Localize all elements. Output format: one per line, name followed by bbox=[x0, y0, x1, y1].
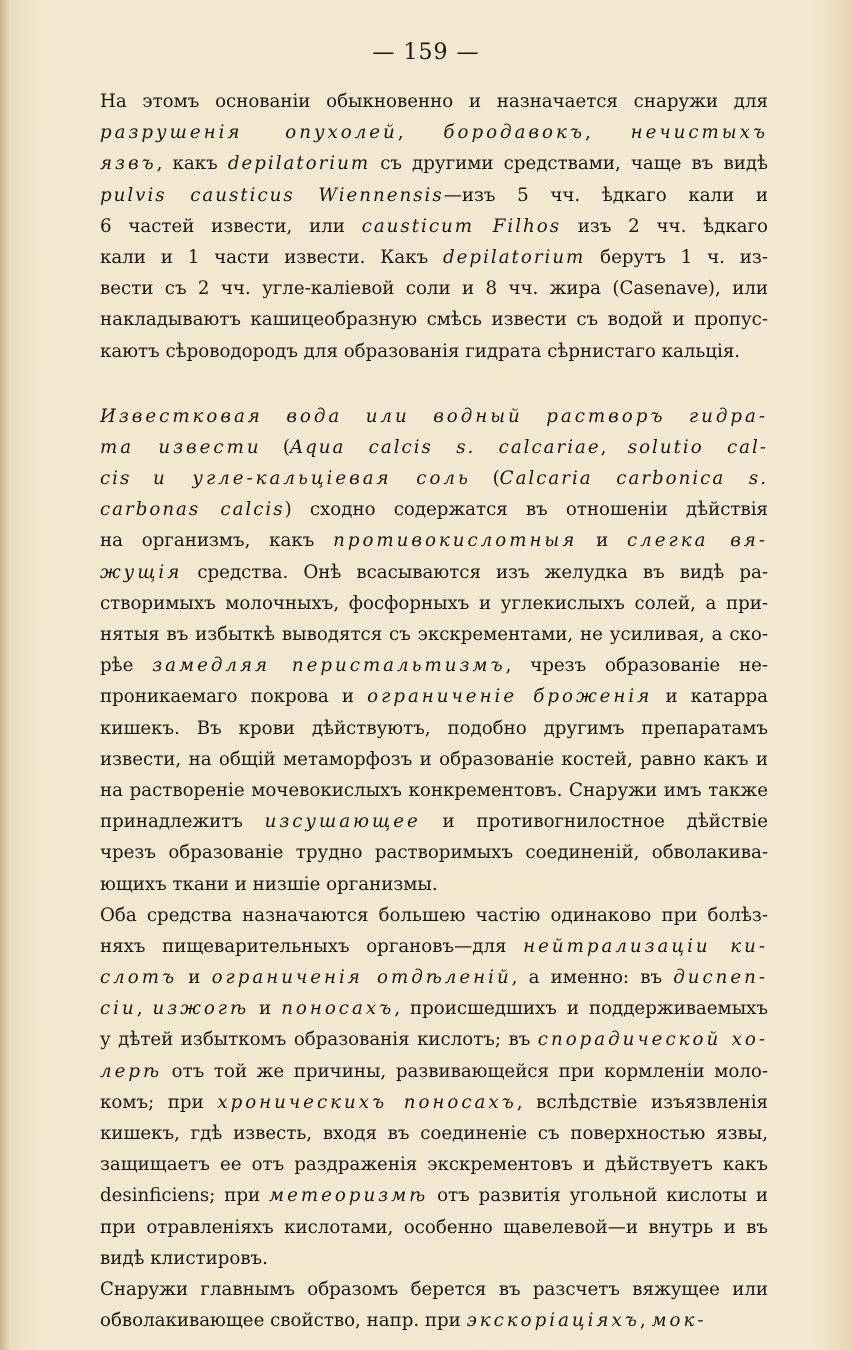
text-run: , а именно: въ bbox=[511, 967, 674, 989]
emphasis-text: экскоріаціяхъ bbox=[466, 1310, 640, 1332]
emphasis-text: диспеп- bbox=[673, 967, 768, 989]
emphasis-text: нечистыхъ bbox=[630, 122, 768, 144]
text-line bbox=[100, 900, 768, 931]
paragraph-gap bbox=[100, 367, 768, 401]
text-run: отъ развитія угольной кислоты и bbox=[428, 1185, 768, 1207]
emphasis-text: слотъ bbox=[100, 967, 178, 989]
latin-term: pulvis causticus Wiennensis bbox=[100, 184, 444, 206]
text-run: , bbox=[136, 998, 153, 1020]
page-edge-shadow bbox=[0, 0, 10, 1350]
emphasis-text: ограниченіе броженія bbox=[367, 686, 653, 708]
text-run: и bbox=[249, 998, 282, 1020]
text-run: рѣе bbox=[100, 655, 153, 677]
text-run: средства. Онѣ всасываются изъ желудка въ видѣ ра- bbox=[182, 561, 768, 583]
text-run: на раствореніе мочевокислыхъ конкрементовъ. Снаружи имъ также bbox=[100, 779, 768, 801]
text-line bbox=[100, 1056, 768, 1087]
text-line bbox=[100, 1243, 768, 1274]
text-run: кишекъ, гдѣ известь, входя въ соединеніе съ поверхностью язвы, bbox=[100, 1123, 768, 1144]
text-run: и противогнилостное дѣйствіе bbox=[420, 811, 768, 833]
text-line bbox=[100, 1274, 768, 1305]
emphasis-text: поносахъ bbox=[281, 998, 395, 1020]
text-line bbox=[100, 525, 768, 556]
emphasis-text: метеоризмѣ bbox=[269, 1185, 429, 1207]
text-line bbox=[100, 1087, 768, 1118]
emphasis-text: противокислотныя bbox=[333, 530, 578, 552]
text-line bbox=[100, 619, 768, 650]
text-run: 6 частей извести, или bbox=[100, 215, 362, 237]
text-line bbox=[100, 588, 768, 619]
text-run: —изъ 5 чч. ѣдкаго кали и bbox=[443, 184, 769, 206]
text-run: ) сходно содержатся въ отношеніи дѣйствія bbox=[284, 499, 768, 521]
paragraph bbox=[100, 86, 768, 367]
text-line bbox=[100, 273, 768, 304]
text-run: отъ той же причины, развивающейся при кормленіи моло- bbox=[162, 1060, 768, 1082]
text-line bbox=[100, 401, 768, 432]
text-line bbox=[100, 1212, 768, 1243]
emphasis-text: Известковая вода или водный растворъ гидра- bbox=[100, 405, 768, 427]
emphasis-text: изсушающее bbox=[264, 811, 421, 833]
emphasis-text: слегка вя- bbox=[627, 530, 768, 552]
emphasis-text: сіи bbox=[100, 998, 137, 1020]
emphasis-text: мок- bbox=[651, 1310, 707, 1332]
text-run: , чрезъ образованіе не- bbox=[505, 655, 768, 677]
text-line bbox=[100, 148, 768, 179]
text-line bbox=[100, 1149, 768, 1180]
text-run: няхъ пищеварительныхъ органовъ—для bbox=[100, 935, 524, 957]
emphasis-text: хроническихъ поносахъ bbox=[217, 1091, 517, 1113]
text-run: проникаемаго покрова и bbox=[100, 686, 368, 708]
page-body bbox=[100, 86, 768, 1336]
emphasis-text: язвъ bbox=[100, 153, 157, 175]
text-run: Снаружи главнымъ образомъ берется въ разсчетъ вяжущее или bbox=[100, 1278, 768, 1300]
text-line bbox=[100, 242, 768, 273]
text-line bbox=[100, 86, 768, 117]
text-run: , bbox=[600, 436, 628, 458]
latin-term: cis bbox=[100, 468, 132, 490]
emphasis-text: ограниченія отдѣленій bbox=[211, 967, 512, 989]
text-run: берутъ 1 ч. из- bbox=[585, 246, 768, 268]
latin-term: depilatorium bbox=[443, 246, 586, 268]
text-run: накладываютъ кашицеобразную смѣсь извести съ водой и пропус- bbox=[100, 309, 768, 331]
paragraph bbox=[100, 401, 768, 900]
text-line bbox=[100, 993, 768, 1024]
text-run: видѣ клистировъ. bbox=[100, 1247, 268, 1269]
text-run: кишекъ. Въ крови дѣйствуютъ, подобно другимъ препаратамъ bbox=[100, 717, 768, 739]
text-line bbox=[100, 869, 768, 900]
latin-term: causticum Filhos bbox=[361, 215, 562, 237]
text-line bbox=[100, 962, 768, 993]
emphasis-text: бородавокъ bbox=[443, 122, 585, 144]
text-run: , bbox=[397, 122, 444, 144]
text-run: съ другими средствами, чаще въ видѣ bbox=[370, 153, 768, 175]
text-run: чрезъ образованіе трудно растворимыхъ соединеній, обволакива- bbox=[100, 842, 768, 864]
text-run: створимыхъ молочныхъ, фосфорныхъ и углекислыхъ солей, а при- bbox=[100, 592, 768, 614]
latin-term: Calcaria carbonica s. bbox=[499, 468, 768, 490]
text-line bbox=[100, 180, 768, 211]
text-run: комъ; при bbox=[100, 1091, 218, 1113]
text-run: и bbox=[177, 967, 212, 989]
text-run: нятыя въ избыткѣ выводятся съ экскрементами, не усиливая, а ско- bbox=[100, 624, 768, 645]
text-line bbox=[100, 1305, 768, 1336]
text-run: , вслѣдствіе изъязвленія bbox=[516, 1091, 768, 1113]
text-run: обволакивающее свойство, напр. при bbox=[100, 1310, 467, 1332]
text-line bbox=[100, 650, 768, 681]
text-run: ( bbox=[261, 436, 290, 458]
emphasis-text: нейтрализаціи ки- bbox=[523, 935, 769, 957]
text-line bbox=[100, 432, 768, 463]
text-run: На этомъ основаніи обыкновенно и назначается снаружи для bbox=[100, 91, 768, 112]
emphasis-text: та извести bbox=[100, 436, 262, 458]
text-line bbox=[100, 837, 768, 868]
latin-term: solutio cal- bbox=[627, 436, 768, 458]
text-line bbox=[100, 1024, 768, 1055]
text-run: и bbox=[577, 530, 627, 552]
emphasis-text: спорадической хо- bbox=[537, 1029, 768, 1051]
text-line bbox=[100, 775, 768, 806]
text-run: и катарра bbox=[652, 686, 768, 708]
text-run: кали и 1 части извести. Какъ bbox=[100, 246, 444, 268]
text-line bbox=[100, 463, 768, 494]
text-line bbox=[100, 336, 768, 367]
text-line bbox=[100, 681, 768, 712]
text-line bbox=[100, 557, 768, 588]
text-run: изъ 2 чч. ѣдкаго bbox=[561, 215, 768, 237]
text-run: каютъ сѣроводородъ для образованія гидрата сѣрнистаго кальція. bbox=[100, 340, 741, 362]
paragraph bbox=[100, 1274, 768, 1336]
text-run: у дѣтей избыткомъ образованія кислотъ; въ bbox=[100, 1029, 538, 1051]
text-line bbox=[100, 744, 768, 775]
text-line bbox=[100, 494, 768, 525]
text-run: ( bbox=[470, 468, 500, 490]
text-line bbox=[100, 1118, 768, 1149]
text-run: при отравленіяхъ кислотами, особенно щавелевой—и внутрь и въ bbox=[100, 1216, 768, 1238]
text-run: ющихъ ткани и низшіе организмы. bbox=[100, 873, 438, 895]
text-line bbox=[100, 806, 768, 837]
text-run: вести съ 2 чч. угле-каліевой соли и 8 чч. жира (Casenave), или bbox=[100, 278, 768, 300]
text-line bbox=[100, 931, 768, 962]
emphasis-text: жущія bbox=[100, 561, 183, 583]
emphasis-text: и угле-кальціевая соль bbox=[153, 468, 471, 490]
text-line bbox=[100, 117, 768, 148]
latin-term: Aqua calcis s. calcariae bbox=[290, 436, 601, 458]
emphasis-text: лерѣ bbox=[100, 1060, 163, 1082]
text-run: , bbox=[639, 1310, 652, 1332]
text-run: защищаетъ ее отъ раздраженія экскрементовъ и дѣйствуетъ какъ bbox=[100, 1154, 768, 1176]
text-run: на организмъ, какъ bbox=[100, 530, 334, 552]
text-run: desinficiens; при bbox=[100, 1185, 269, 1207]
text-line bbox=[100, 1180, 768, 1211]
emphasis-text: замедляя перистальтизмъ bbox=[152, 655, 506, 677]
text-line bbox=[100, 211, 768, 242]
text-run: извести, на общій метаморфозъ и образованіе костей, равно какъ и bbox=[100, 748, 768, 770]
text-run: , какъ bbox=[156, 153, 228, 175]
paragraph bbox=[100, 900, 768, 1274]
text-run: , bbox=[584, 122, 631, 144]
emphasis-text: изжогѣ bbox=[152, 998, 250, 1020]
text-run: Оба средства назначаются большею частію одинаково при болѣз- bbox=[100, 904, 768, 926]
text-line bbox=[100, 713, 768, 744]
emphasis-text: разрушенія опухолей bbox=[100, 122, 398, 144]
page-number: — 159 — bbox=[372, 40, 480, 65]
text-run bbox=[131, 468, 153, 489]
latin-term: carbonas calcis bbox=[100, 499, 285, 521]
latin-term: depilatorium bbox=[227, 153, 371, 175]
text-run: принадлежитъ bbox=[100, 811, 265, 833]
text-line bbox=[100, 304, 768, 335]
text-run: , происшедшихъ и поддерживаемыхъ bbox=[394, 998, 768, 1020]
